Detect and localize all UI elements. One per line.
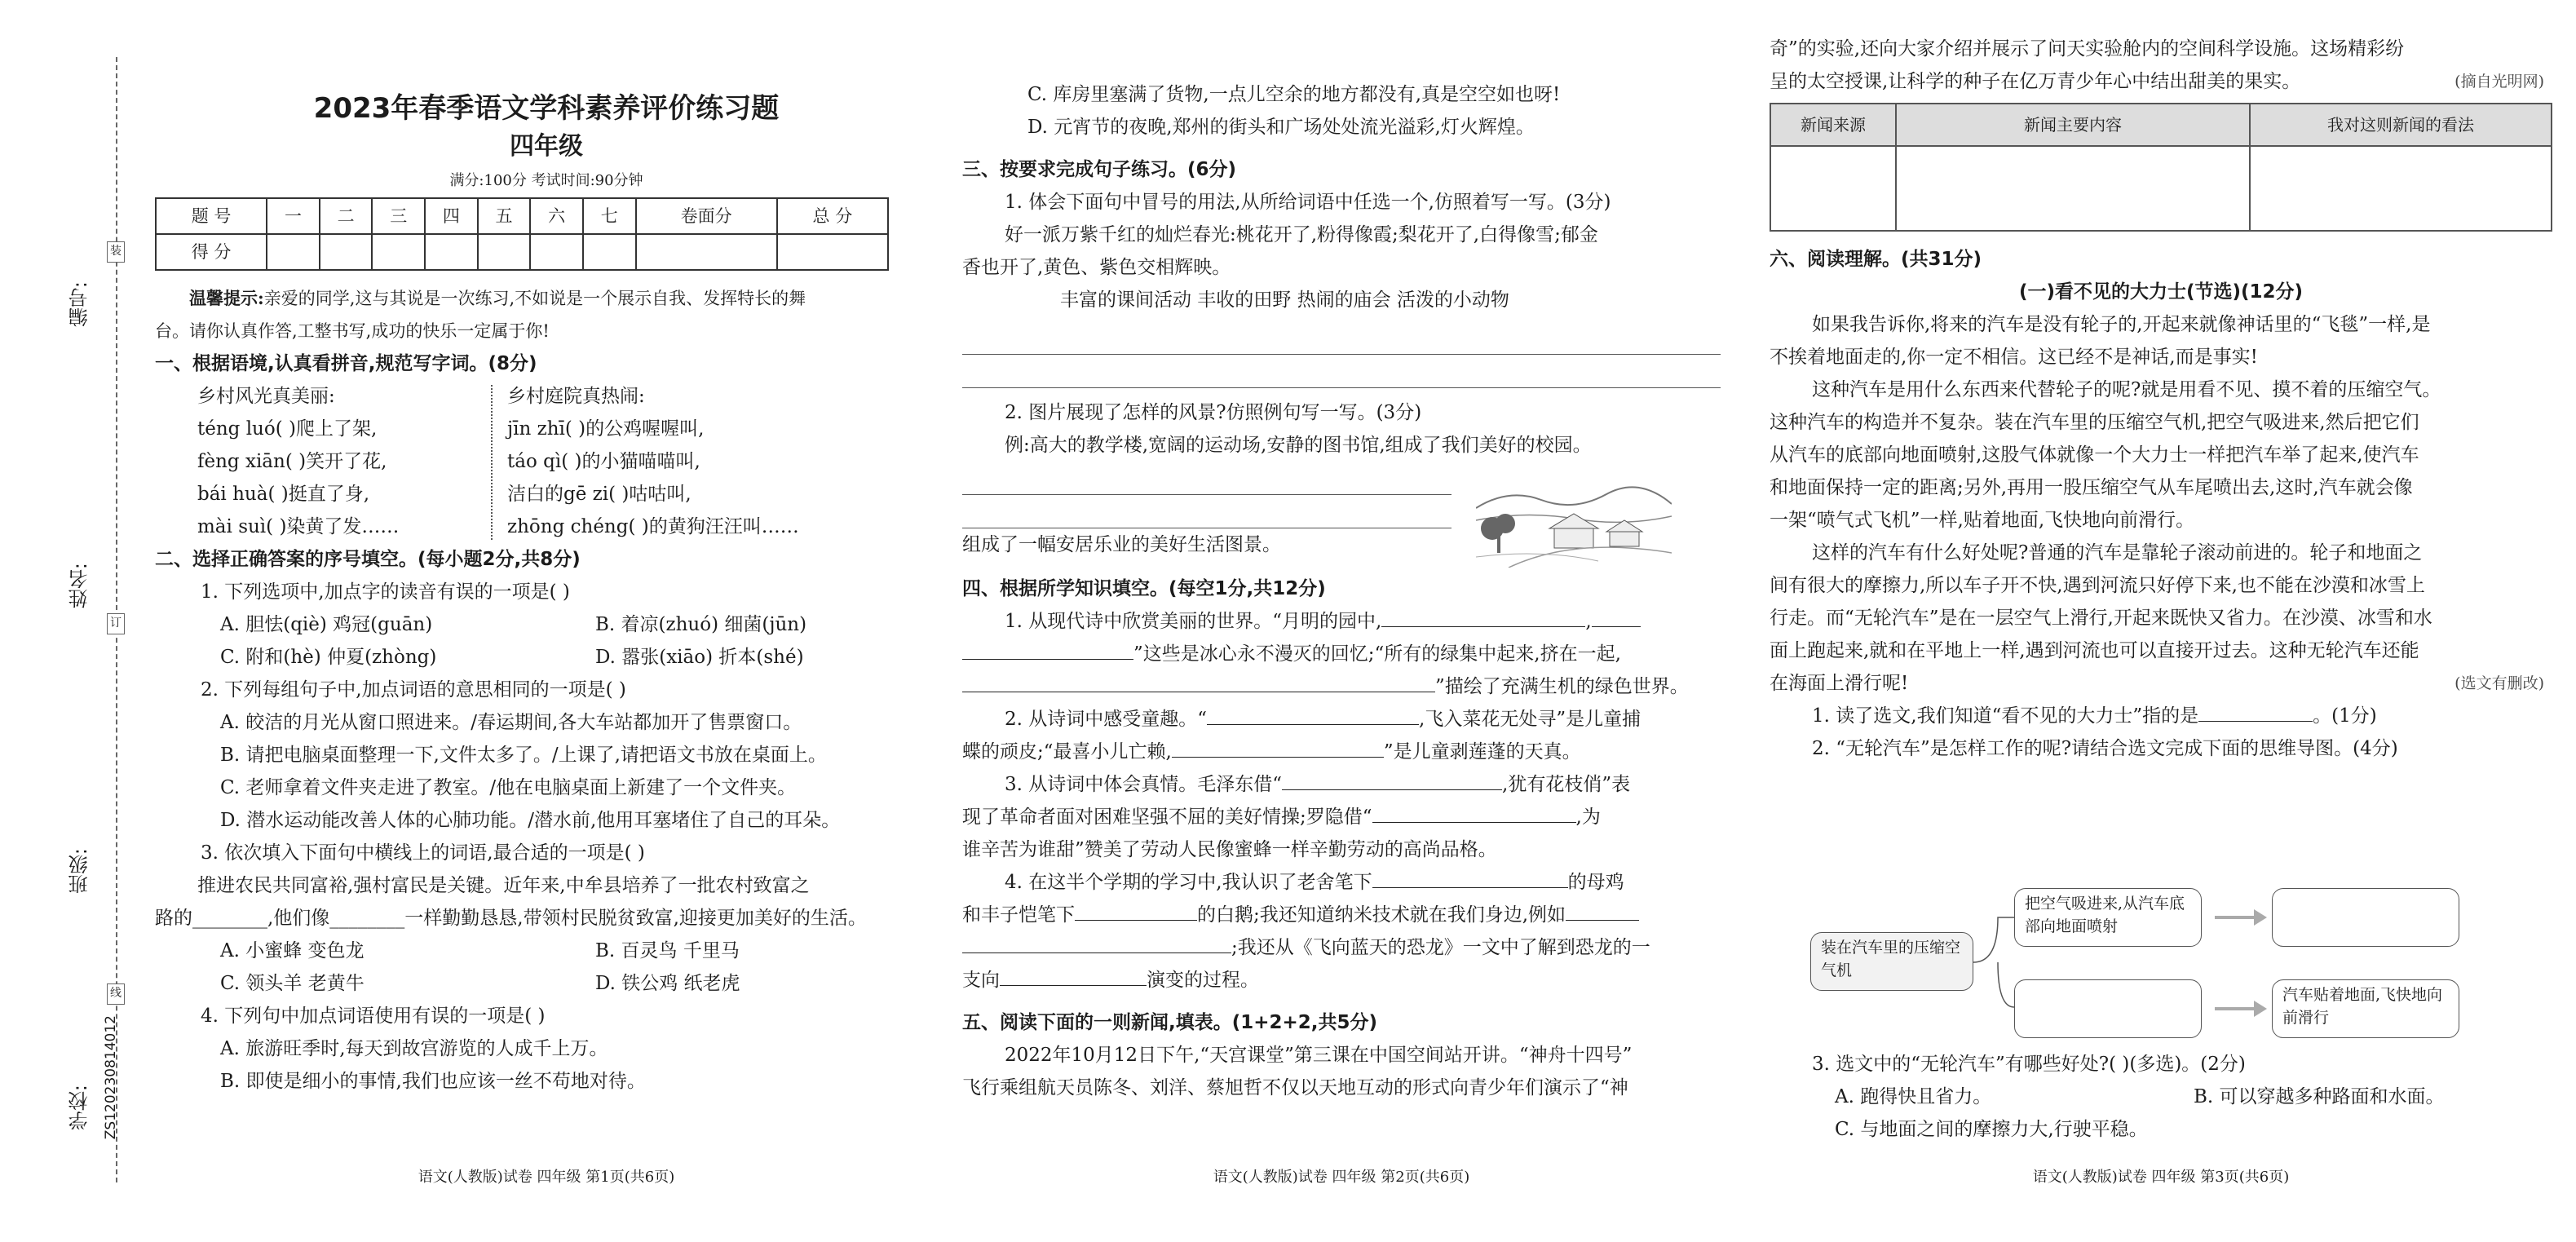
- question-text: 4. 在这半个学期的学习中,我认识了老舍笔下: [1005, 872, 1372, 893]
- passage-text: 如果我告诉你,将来的汽车是没有轮子的,开起来就像神话里的“飞毯”一样,是: [1812, 314, 2431, 335]
- question-text: 1. 从现代诗中欣赏美丽的世界。“月明的园中,: [1005, 611, 1382, 632]
- score-header: 卷面分: [636, 198, 777, 234]
- mind-map-bracket: [1973, 885, 2014, 1040]
- score-cell[interactable]: [267, 234, 320, 270]
- score-cell[interactable]: [425, 234, 478, 270]
- fill-blank[interactable]: [1372, 801, 1576, 823]
- question: 2. 下列每组句子中,加点词语的意思相同的一项是( ): [201, 679, 626, 701]
- page-3: [1770, 0, 2552, 1242]
- pinyin-item[interactable]: mài suì( )染黄了发……: [197, 516, 400, 537]
- question-text: ;我还从《飞向蓝天的恐龙》一文中了解到恐龙的一: [1231, 937, 1650, 958]
- news-text: 奇”的实验,还向大家介绍并展示了问天实验舱内的空间科学设施。这场精彩纷: [1770, 38, 2405, 60]
- question: 1. 下列选项中,加点字的读音有误的一项是( ): [201, 581, 570, 603]
- section-5-title: 五、阅读下面的一则新闻,填表。(1+2+2,共5分): [962, 1012, 1378, 1033]
- passage-text: 从汽车的底部向地面喷射,这股气体就像一个大力士一样把汽车举了起来,使汽车: [1770, 444, 2419, 466]
- option[interactable]: B. 可以穿越多种路面和水面。: [2194, 1086, 2445, 1107]
- option[interactable]: B. 即使是细小的事情,我们也应该一丝不苟地对待。: [220, 1071, 646, 1092]
- question-text: 。(1分): [2313, 705, 2377, 727]
- fill-blank[interactable]: [1381, 605, 1585, 627]
- example-text: 好一派万紫千红的灿烂春光:桃花开了,粉得像霞;梨花开了,白得像雪;郁金: [1005, 224, 1598, 245]
- score-table: [155, 197, 889, 271]
- score-cell[interactable]: [777, 234, 888, 270]
- question-text: ”这些是冰心永不漫灭的回忆;“所有的绿集中起来,挤在一起,: [1133, 643, 1621, 665]
- page-footer: 语文(人教版)试卷 四年级 第1页(共6页): [418, 1169, 675, 1186]
- news-table: [1770, 103, 2552, 232]
- question-text: 支向: [962, 970, 1000, 991]
- passage-text: 这种汽车是用什么东西来代替轮子的呢?就是用看不见、摸不着的压缩空气。: [1812, 379, 2441, 400]
- page-2: C. 库房里塞满了货物,一点儿空余的地方都没有,真是空空如也呀! D. 元宵节的夜晚,郑州的街头和广场处处流光溢彩,灯火辉煌。 三、按要求完成句子练习。(6分) 1. 体会下面句中冒号的用法,从所给词语中任选一个,仿照着写一写。(3分) 好一派万紫千红的灿烂春光:桃花开了,粉得像霞;梨花开了,白得像雪;郁金 香也开了,黄色、紫色交相辉映。 丰富的课间活动 丰收的田野 热闹的庙会 活泼的小动物 2. 图片展现了怎样的风景?仿照例句写一写。(3分) 例:高大的教学楼,宽阔的运动场,安静的图书馆,组成了我们美好的校园。 组成了一幅安居乐业的美好生活图景。 四、根据所学知识填空。(每空1分,共12分) 1. 从现代诗中欣赏美丽的世界。“月明的园中, , ”这些是冰心永不漫灭的回忆;“所有的绿集中起来,挤在一起, ”描绘了充满生机的绿色世界。 2. 从诗词中感受童趣。“ ,飞入菜花无处寻”是儿童捕 蝶的顽皮;“最喜小儿亡赖, ”是儿童剥莲蓬的天真。 3. 从诗词中体会真情。毛泽东借“ ,犹有花枝俏”表 现了革命者面对困难坚强不屈的美好情操;罗隐借“ ,为 谁辛苦为谁甜”赞美了劳动人民像蜜蜂一样辛勤劳动的高尚品格。 4. 在这半个学期的学习中,我认识了老舍笔下 的母鸡 和丰子恺笔下 的白鹅;我还知道纳米技术就在我们身边,例如 ;我还从《飞向蓝天的恐龙》一文中了解到恐龙的一 支向 演变的过程。 五、阅读下面的一则新闻,填表。(1+2+2,共5分) 2022年10月12日下午,“天宫课堂”第三课在中国空间站开讲。“神舟十四号” 飞行乘组航天员陈冬、刘洋、蔡旭哲不仅以天地互动的形式向青少年们演示了“神 语文(人教版)试卷 四年级 第2页(共6页): [962, 0, 1721, 1242]
- question-text: 组成了一幅安居乐业的美好生活图景。: [962, 534, 1281, 555]
- option[interactable]: C. 与地面之间的摩擦力大,行驶平稳。: [1835, 1119, 2148, 1140]
- option[interactable]: B. 百灵鸟 千里马: [595, 940, 740, 961]
- arrow-icon: [2215, 1007, 2256, 1010]
- example-text: 香也开了,黄色、紫色交相辉映。: [962, 257, 1231, 278]
- score-header: 四: [425, 198, 478, 234]
- divider: [491, 385, 493, 540]
- fill-blank[interactable]: [1592, 605, 1641, 627]
- word-choices: 丰富的课间活动 丰收的田野 热闹的庙会 活泼的小动物: [1060, 290, 1509, 311]
- pinyin-item[interactable]: fèng xiān( )笑开了花,: [197, 451, 387, 472]
- options-row: [155, 935, 938, 967]
- binding-mark: 线: [107, 983, 125, 1005]
- question-text: 蝶的顽皮;“最喜小儿亡赖,: [962, 741, 1172, 762]
- score-header: 六: [530, 198, 583, 234]
- section-2-title: 二、选择正确答案的序号填空。(每小题2分,共8分): [155, 549, 581, 570]
- news-source: (摘自光明网): [2454, 73, 2544, 91]
- passage-text: 不挨着地面走的,你一定不相信。这已经不是神话,而是事实!: [1770, 347, 2258, 368]
- example-text: 例:高大的教学楼,宽阔的运动场,安静的图书馆,组成了我们美好的校园。: [1005, 435, 1592, 456]
- question-text: ,犹有花枝俏”表: [1502, 774, 1631, 795]
- question-text: ”是儿童剥莲蓬的天真。: [1383, 741, 1581, 762]
- question-text: 2. 从诗词中感受童趣。“: [1005, 709, 1208, 730]
- answer-line[interactable]: [962, 462, 1451, 495]
- question-text: 1. 读了选文,我们知道“看不见的大力士”指的是: [1812, 705, 2199, 727]
- score-cell[interactable]: [530, 234, 583, 270]
- option[interactable]: C. 老师拿着文件夹走进了教室。/他在电脑桌面上新建了一个文件夹。: [220, 777, 797, 798]
- page-footer: 语文(人教版)试卷 四年级 第3页(共6页): [2032, 1169, 2290, 1186]
- school-label: 学校:: [68, 1085, 91, 1131]
- option[interactable]: A. 胆怯(qiè) 鸡冠(guān): [220, 614, 433, 635]
- fill-blank[interactable]: [962, 931, 1231, 953]
- passage-text: 和地面保持一定的距离;另外,再用一股压缩空气从车尾喷出去,这时,汽车就会像: [1770, 477, 2413, 498]
- question-text: 路的________,他们像________一样勤勤恳恳,带领村民脱贫致富,迎接更加美好的生活。: [155, 908, 867, 929]
- fill-blank[interactable]: [1282, 768, 1502, 790]
- option[interactable]: C. 库房里塞满了货物,一点儿空余的地方都没有,真是空空如也呀!: [1027, 84, 1561, 105]
- passage-text: 这种汽车的构造并不复杂。装在汽车里的压缩空气机,把空气吸进来,然后把它们: [1770, 412, 2419, 433]
- binding-mark: 订: [107, 613, 125, 634]
- mind-map: [1802, 885, 2536, 1040]
- grade-title: 四年级: [510, 132, 583, 161]
- score-cell[interactable]: [583, 234, 636, 270]
- options-row: [155, 967, 938, 1000]
- options-row: [155, 641, 938, 674]
- section-1-title: 一、根据语境,认真看拼音,规范写字词。(8分): [155, 353, 537, 374]
- question-text: 谁辛苦为谁甜”赞美了劳动人民像蜜蜂一样辛勤劳动的高尚品格。: [962, 839, 1497, 860]
- section-3-title: 三、按要求完成句子练习。(6分): [962, 159, 1237, 180]
- section-6-title: 六、阅读理解。(共31分): [1770, 249, 1982, 270]
- news-table-cell[interactable]: [1896, 146, 2250, 231]
- option[interactable]: D. 元宵节的夜晚,郑州的街头和广场处处流光溢彩,灯火辉煌。: [1027, 117, 1535, 138]
- fill-blank[interactable]: [1372, 866, 1568, 888]
- score-header: 二: [320, 198, 373, 234]
- answer-line[interactable]: [962, 495, 1451, 528]
- passage-text: 这样的汽车有什么好处呢?普通的汽车是靠轮子滚动前进的。轮子和地面之: [1812, 542, 2423, 564]
- score-header: 三: [372, 198, 425, 234]
- answer-line[interactable]: [962, 321, 1721, 355]
- passage-text: 面上跑起来,就和在平地上一样,遇到河流也可以直接开过去。这种无轮汽车还能: [1770, 640, 2419, 661]
- exam-meta: 满分:100分 考试时间:90分钟: [449, 172, 643, 189]
- edited-note: (选文有删改): [2454, 674, 2544, 692]
- question-text: ”描绘了充满生机的绿色世界。: [1435, 676, 1689, 697]
- pinyin-item[interactable]: téng luó( )爬上了架,: [197, 418, 378, 440]
- score-row-label: 得 分: [156, 234, 267, 270]
- page-footer: 语文(人教版)试卷 四年级 第2页(共6页): [1213, 1169, 1470, 1186]
- fill-blank[interactable]: [1000, 964, 1147, 986]
- pinyin-item[interactable]: jīn zhī( )的公鸡喔喔叫,: [507, 418, 705, 440]
- news-table-header: 新闻主要内容: [1896, 104, 2250, 146]
- question: 1. 体会下面句中冒号的用法,从所给词语中任选一个,仿照着写一写。(3分): [1005, 192, 1611, 213]
- fill-blank[interactable]: [1172, 736, 1384, 758]
- question-text: ,飞入菜花无处寻”是儿童捕: [1419, 709, 1641, 730]
- score-header: 题 号: [156, 198, 267, 234]
- option[interactable]: B. 请把电脑桌面整理一下,文件太多了。/上课了,请把语文书放在桌面上。: [220, 745, 827, 766]
- tip-line-2: 台。请你认真作答,工整书写,成功的快乐一定属于你!: [155, 321, 550, 341]
- option[interactable]: B. 着凉(zhuó) 细菌(jūn): [595, 614, 807, 635]
- answer-line[interactable]: [962, 355, 1721, 388]
- tip-text: 亲爱的同学,这与其说是一次练习,不如说是一个展示自我、发挥特长的舞: [263, 289, 806, 308]
- number-label: 编号:: [68, 281, 91, 328]
- passage-title: (一)看不见的大力士(节选)(12分): [2018, 281, 2304, 303]
- news-table-cell[interactable]: [1770, 146, 1896, 231]
- fill-blank[interactable]: [1566, 899, 1639, 921]
- page-1: [155, 0, 938, 1242]
- passage-text: 一架“喷气式飞机”一样,贴着地面,飞快地向前滑行。: [1770, 510, 2195, 531]
- question-text: ,为: [1575, 807, 1601, 828]
- paper-code: ZS120230814012: [103, 1015, 119, 1140]
- score-cell[interactable]: [636, 234, 777, 270]
- option[interactable]: C. 附和(hè) 仲夏(zhòng): [220, 647, 437, 668]
- news-text: 飞行乘组航天员陈冬、刘洋、蔡旭哲不仅以天地互动的形式向青少年们演示了“神: [962, 1077, 1628, 1098]
- score-header: 五: [478, 198, 531, 234]
- question-text: 的母鸡: [1567, 872, 1624, 893]
- question-text: 演变的过程。: [1147, 970, 1259, 991]
- question-text: 推进农民共同富裕,强村富民是关键。近年来,中牟县培养了一批农村致富之: [197, 875, 810, 896]
- question-text: 和丰子恺笔下: [962, 904, 1075, 926]
- pinyin-item[interactable]: 洁白的gē zi( )咕咕叫,: [507, 484, 691, 505]
- option[interactable]: A. 旅游旺季时,每天到故宫游览的人成千上万。: [220, 1038, 608, 1059]
- passage-text: 在海面上滑行呢!: [1770, 673, 1909, 694]
- pinyin-item[interactable]: bái huà( )挺直了身,: [197, 484, 370, 505]
- score-header: 七: [583, 198, 636, 234]
- mind-map-blank-node[interactable]: [2272, 888, 2459, 947]
- mind-map-root: 装在汽车里的压缩空气机: [1810, 932, 1973, 991]
- arrow-icon: [2215, 916, 2256, 919]
- score-header: 总 分: [777, 198, 888, 234]
- pinyin-item[interactable]: táo qì( )的小猫喵喵叫,: [507, 451, 700, 472]
- score-cell[interactable]: [372, 234, 425, 270]
- score-header: 一: [267, 198, 320, 234]
- class-label: 班级:: [68, 848, 91, 895]
- mind-map-blank-node[interactable]: [2014, 979, 2202, 1038]
- q-line: 乡村庭院真热闹:: [507, 386, 645, 407]
- fill-blank[interactable]: [1075, 899, 1197, 921]
- news-text: 呈的太空授课,让科学的种子在亿万青少年心中结出甜美的果实。: [1770, 71, 2301, 92]
- news-table-header: 新闻来源: [1770, 104, 1896, 146]
- binding-strip: [0, 0, 147, 1242]
- option[interactable]: A. 跑得快且省力。: [1835, 1086, 1992, 1107]
- option[interactable]: D. 铁公鸡 纸老虎: [595, 973, 740, 994]
- option[interactable]: D. 嚣张(xiāo) 折本(shé): [595, 647, 804, 668]
- section-1-body: [155, 380, 938, 543]
- question: 4. 下列句中加点词语使用有误的一项是( ): [201, 1006, 546, 1027]
- tip: [155, 282, 938, 315]
- options-row: [155, 608, 938, 641]
- section-4-title: 四、根据所学知识填空。(每空1分,共12分): [962, 578, 1326, 599]
- exam-title: 2023年春季语文学科素养评价练习题: [313, 92, 780, 125]
- options-row: [1770, 1081, 2552, 1113]
- mind-map-node: 把空气吸进来,从汽车底部向地面喷射: [2014, 888, 2202, 947]
- question: 3. 选文中的“无轮汽车”有哪些好处?( )(多选)。(2分): [1812, 1054, 2246, 1075]
- option[interactable]: A. 小蜜蜂 变色龙: [220, 940, 365, 961]
- option[interactable]: A. 皎洁的月光从窗口照进来。/春运期间,各大车站都加开了售票窗口。: [220, 712, 802, 733]
- pinyin-item[interactable]: zhōng chéng( )的黄狗汪汪叫……: [507, 516, 799, 537]
- news-table-header: 我对这则新闻的看法: [2250, 104, 2552, 146]
- option[interactable]: D. 潜水运动能改善人体的心肺功能。/潜水前,他用耳塞堵住了自己的耳朵。: [220, 810, 841, 831]
- name-label: 姓名:: [68, 563, 91, 609]
- binding-mark: 装: [107, 241, 125, 263]
- score-cell[interactable]: [478, 234, 531, 270]
- question-text: 2. “无轮汽车”是怎样工作的呢?请结合选文完成下面的思维导图。(4分): [1812, 738, 2398, 759]
- option[interactable]: C. 领头羊 老黄牛: [220, 973, 365, 994]
- fill-blank[interactable]: [962, 638, 1133, 660]
- question: 2. 图片展现了怎样的风景?仿照例句写一写。(3分): [1005, 402, 1422, 423]
- tip-label: 温馨提示:: [189, 288, 264, 308]
- question: 3. 依次填入下面句中横线上的词语,最合适的一项是( ): [201, 842, 645, 864]
- fill-blank[interactable]: [1207, 703, 1419, 725]
- fill-blank[interactable]: [2198, 700, 2313, 722]
- news-table-cell[interactable]: [2250, 146, 2552, 231]
- passage-text: 间有很大的摩擦力,所以车子开不快,遇到河流只好停下来,也不能在沙漠和冰雪上: [1770, 575, 2425, 596]
- score-cell[interactable]: [320, 234, 373, 270]
- village-landscape-picture: [1476, 471, 1672, 568]
- question-text: 3. 从诗词中体会真情。毛泽东借“: [1005, 774, 1283, 795]
- q-line: 乡村风光真美丽:: [197, 386, 335, 407]
- question-text: 现了革命者面对困难坚强不屈的美好情操;罗隐借“: [962, 807, 1372, 828]
- news-text: 2022年10月12日下午,“天宫课堂”第三课在中国空间站开讲。“神舟十四号”: [1005, 1045, 1633, 1066]
- question-text: 的白鹅;我还知道纳米技术就在我们身边,例如: [1197, 904, 1566, 926]
- fill-blank[interactable]: [962, 670, 1435, 692]
- passage-text: 行走。而“无轮汽车”是在一层空气上滑行,开起来既快又省力。在沙漠、冰雪和水: [1770, 608, 2432, 629]
- mind-map-node: 汽车贴着地面,飞快地向前滑行: [2272, 979, 2459, 1038]
